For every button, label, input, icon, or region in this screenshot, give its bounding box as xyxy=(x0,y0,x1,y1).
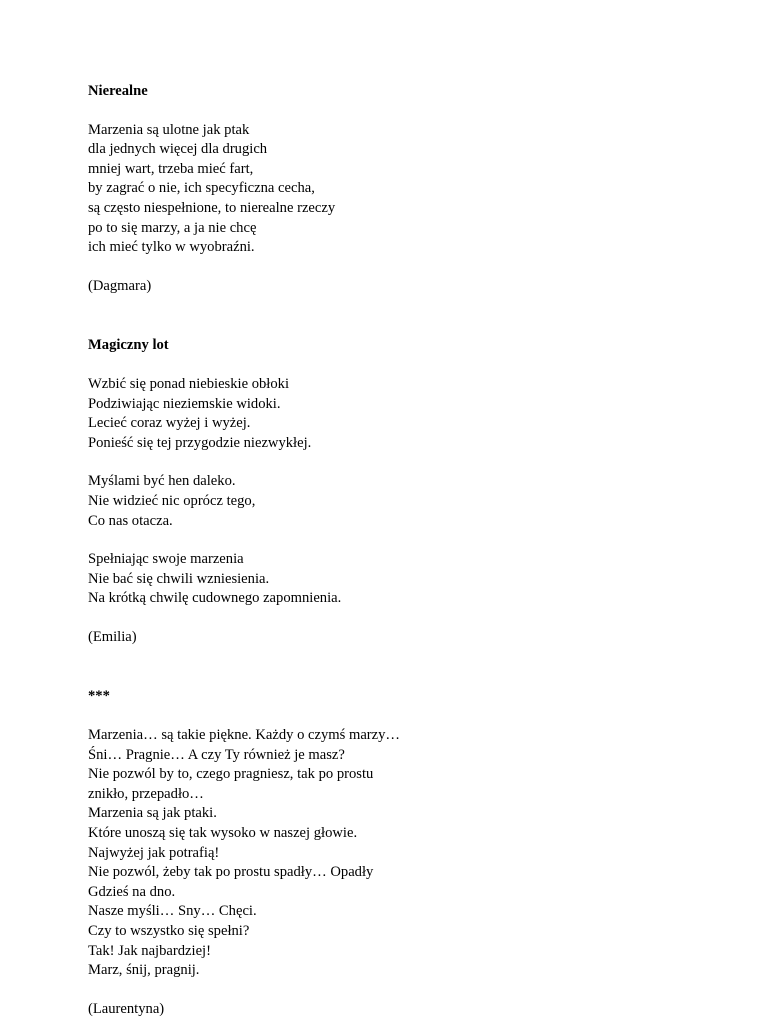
stanza xyxy=(88,472,708,531)
stanza xyxy=(88,550,708,609)
poem-line: Marzenia… są takie piękne. Każdy o czymś marzy… xyxy=(88,727,401,744)
poem-title: Nierealne xyxy=(88,83,148,99)
poem-line: mniej wart, trzeba mieć fart, xyxy=(88,160,254,177)
poem-line: Podziwiając nieziemskie widoki. xyxy=(88,395,281,412)
poem-line: Lecieć coraz wyżej i wyżej. xyxy=(88,415,251,432)
poem-author: (Dagmara) xyxy=(88,277,152,294)
poem-line: Co nas otacza. xyxy=(88,512,173,529)
poem xyxy=(88,687,708,1019)
poem-line: Najwyżej jak potrafią! xyxy=(88,844,220,861)
poem-line: ich mieć tylko w wyobraźni. xyxy=(88,239,255,256)
poem-author: (Laurentyna) xyxy=(88,1000,165,1017)
poem xyxy=(88,336,708,647)
poem-line: Ponieść się tej przygodzie niezwykłej. xyxy=(88,434,312,451)
poem-line: Marzenia są ulotne jak ptak xyxy=(88,121,250,138)
stanza xyxy=(88,726,708,981)
poem-line: Nie pozwól by to, czego pragniesz, tak po prostu xyxy=(88,766,374,783)
poem-line: Na krótką chwilę cudownego zapomnienia. xyxy=(88,590,342,607)
poem-line: Nie widzieć nic oprócz tego, xyxy=(88,492,256,509)
poem-line: są często niespełnione, to nierealne rzeczy xyxy=(88,199,336,216)
poem-line: Czy to wszystko się spełni? xyxy=(88,923,250,939)
poem-line: Nie pozwól, żeby tak po prostu spadły… Opadły xyxy=(88,864,374,881)
poem-line: Gdzieś na dno. xyxy=(88,883,176,900)
document-page xyxy=(88,82,708,1019)
poem-line: Wzbić się ponad niebieskie obłoki xyxy=(88,375,290,392)
poem-line: Marzenia są jak ptaki. xyxy=(88,805,217,822)
poem-line: Spełniając swoje marzenia xyxy=(88,551,244,568)
poem-line: Które unoszą się tak wysoko w naszej głowie. xyxy=(88,825,358,842)
poem-line: Myślami być hen daleko. xyxy=(88,473,236,490)
poem-title: *** xyxy=(88,688,110,705)
poem-line: Śni… Pragnie… A czy Ty również je masz? xyxy=(88,746,345,763)
poem-line: Nie bać się chwili wzniesienia. xyxy=(88,570,270,587)
poem-author: (Emilia) xyxy=(88,628,137,645)
poem-line: po to się marzy, a ja nie chcę xyxy=(88,219,257,236)
stanza xyxy=(88,121,708,258)
poem-line: Tak! Jak najbardziej! xyxy=(88,942,211,959)
poem-line: znikło, przepadło… xyxy=(88,785,204,802)
poem-line: Nasze myśli… Sny… Chęci. xyxy=(88,903,257,920)
poem-line: dla jednych więcej dla drugich xyxy=(88,141,268,158)
poem-line: by zagrać o nie, ich specyficzna cecha, xyxy=(88,180,315,197)
poem xyxy=(88,82,708,296)
poem-line: Marz, śnij, pragnij. xyxy=(88,962,200,979)
poem-title: Magiczny lot xyxy=(88,337,169,354)
stanza xyxy=(88,375,708,453)
